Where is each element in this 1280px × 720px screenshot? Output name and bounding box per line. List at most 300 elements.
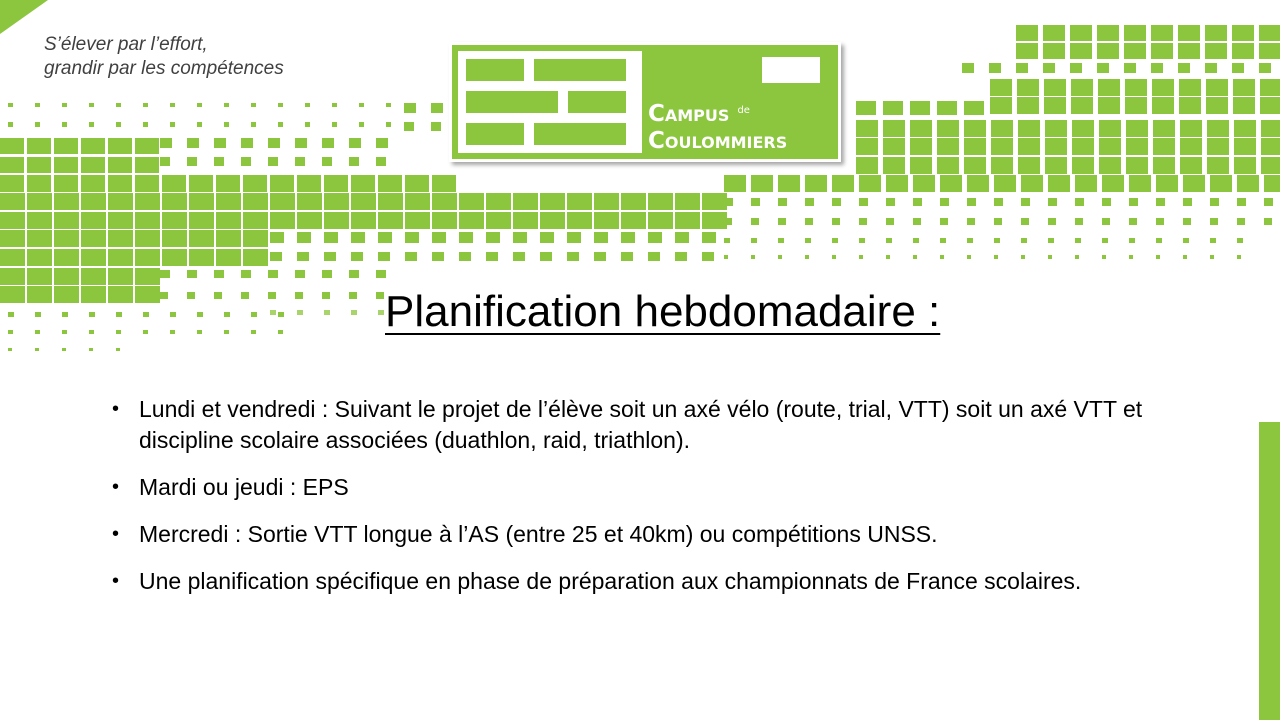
mosaic-tile bbox=[859, 218, 867, 225]
mosaic-tile bbox=[224, 330, 229, 334]
mosaic-tile bbox=[143, 103, 148, 107]
mosaic-tile bbox=[1156, 255, 1160, 259]
mosaic-tile bbox=[1045, 120, 1067, 137]
mosaic-tile bbox=[89, 312, 95, 317]
mosaic-tile bbox=[989, 63, 1001, 73]
mosaic-tile bbox=[886, 238, 892, 243]
mosaic-tile bbox=[376, 138, 388, 148]
mosaic-tile bbox=[1178, 43, 1200, 59]
mosaic-tile bbox=[1102, 238, 1108, 243]
mosaic-tile bbox=[1179, 97, 1201, 114]
mosaic-tile bbox=[1099, 157, 1121, 174]
mosaic-tile bbox=[170, 312, 176, 317]
mosaic-tile bbox=[459, 252, 471, 261]
mosaic-tile bbox=[431, 122, 441, 131]
mosaic-tile bbox=[1125, 97, 1147, 114]
mosaic-tile bbox=[135, 268, 160, 285]
mosaic-tile bbox=[990, 79, 1012, 96]
mosaic-tile bbox=[991, 120, 1013, 137]
mosaic-tile bbox=[116, 103, 121, 107]
mosaic-tile bbox=[805, 175, 827, 192]
mosaic-tile bbox=[324, 252, 336, 261]
mosaic-tile bbox=[1097, 63, 1109, 73]
mosaic-tile bbox=[1234, 138, 1256, 155]
mosaic-tile bbox=[675, 212, 700, 229]
mosaic-tile bbox=[135, 157, 159, 173]
mosaic-tile bbox=[886, 255, 890, 259]
slide-title: Planification hebdomadaire : bbox=[385, 287, 941, 336]
mosaic-tile bbox=[859, 255, 863, 259]
mosaic-tile bbox=[135, 175, 159, 192]
mosaic-tile bbox=[189, 249, 214, 266]
mosaic-tile bbox=[270, 232, 284, 243]
mosaic-tile bbox=[268, 270, 278, 278]
mosaic-tile bbox=[832, 198, 841, 206]
mosaic-tile bbox=[1129, 255, 1133, 259]
mosaic-tile bbox=[886, 175, 908, 192]
mosaic-tile bbox=[1102, 175, 1124, 192]
mosaic-tile bbox=[832, 255, 836, 259]
bullet-item-tuesday-thursday: • Mardi ou jeudi : EPS bbox=[112, 472, 1202, 503]
mosaic-tile bbox=[991, 138, 1013, 155]
mosaic-tile bbox=[486, 212, 511, 229]
mosaic-tile bbox=[832, 218, 840, 225]
mosaic-tile bbox=[621, 232, 635, 243]
mosaic-tile bbox=[1072, 138, 1094, 155]
mosaic-tile bbox=[1075, 198, 1084, 206]
mosaic-tile bbox=[1075, 238, 1081, 243]
mosaic-tile bbox=[295, 270, 305, 278]
mosaic-tile bbox=[937, 157, 959, 174]
mosaic-tile bbox=[1237, 255, 1241, 259]
mosaic-tile bbox=[351, 252, 363, 261]
mosaic-tile bbox=[241, 292, 249, 299]
mosaic-tile bbox=[1207, 138, 1229, 155]
mosaic-tile bbox=[1232, 43, 1254, 59]
mosaic-tile bbox=[1261, 120, 1280, 137]
mosaic-tile bbox=[513, 252, 525, 261]
mosaic-tile bbox=[1018, 138, 1040, 155]
mosaic-tile bbox=[1043, 25, 1065, 41]
mosaic-tile bbox=[1178, 25, 1200, 41]
mosaic-tile bbox=[189, 175, 213, 192]
mosaic-tile bbox=[270, 193, 295, 210]
mosaic-tile bbox=[351, 232, 365, 243]
mosaic-tile bbox=[1264, 198, 1273, 206]
mosaic-tile bbox=[35, 348, 39, 351]
mosaic-tile bbox=[513, 232, 527, 243]
mosaic-tile bbox=[349, 270, 359, 278]
mosaic-tile bbox=[27, 157, 51, 173]
mosaic-tile bbox=[910, 157, 932, 174]
mosaic-tile bbox=[62, 348, 66, 351]
mosaic-tile bbox=[1018, 157, 1040, 174]
mosaic-tile bbox=[1072, 120, 1094, 137]
mosaic-tile bbox=[0, 268, 25, 285]
mosaic-tile bbox=[1129, 238, 1135, 243]
mosaic-tile bbox=[27, 230, 52, 247]
mosaic-tile bbox=[1126, 157, 1148, 174]
mosaic-tile bbox=[160, 270, 170, 278]
mosaic-tile bbox=[187, 270, 197, 278]
mosaic-tile bbox=[913, 238, 919, 243]
mosaic-tile bbox=[81, 249, 106, 266]
mosaic-tile bbox=[1048, 255, 1052, 259]
mosaic-tile bbox=[8, 122, 13, 127]
mosaic-tile bbox=[278, 330, 283, 334]
mosaic-tile bbox=[1102, 198, 1111, 206]
mosaic-tile bbox=[967, 218, 975, 225]
mosaic-tile bbox=[432, 252, 444, 261]
mosaic-tile bbox=[1260, 97, 1280, 114]
mosaic-tile bbox=[35, 122, 40, 127]
mosaic-tile bbox=[0, 175, 24, 192]
mosaic-tile bbox=[994, 218, 1002, 225]
mosaic-tile bbox=[54, 230, 79, 247]
mosaic-tile bbox=[216, 193, 241, 210]
mosaic-tile bbox=[404, 122, 414, 131]
mosaic-tile bbox=[1017, 79, 1039, 96]
mosaic-tile bbox=[459, 232, 473, 243]
mosaic-tile bbox=[116, 330, 121, 334]
mosaic-tile bbox=[376, 270, 386, 278]
mosaic-tile bbox=[81, 286, 106, 303]
mosaic-tile bbox=[322, 292, 330, 299]
mosaic-tile bbox=[1237, 218, 1245, 225]
mosaic-tile bbox=[1178, 63, 1190, 73]
mosaic-tile bbox=[1070, 63, 1082, 73]
mosaic-tile bbox=[1183, 255, 1187, 259]
mosaic-tile bbox=[54, 175, 78, 192]
mosaic-tile bbox=[1264, 175, 1280, 192]
mosaic-tile bbox=[1153, 138, 1175, 155]
mosaic-tile bbox=[486, 252, 498, 261]
mosaic-tile bbox=[994, 238, 1000, 243]
mosaic-tile bbox=[567, 212, 592, 229]
mosaic-tile bbox=[432, 175, 456, 192]
mosaic-tile bbox=[0, 193, 25, 210]
mosaic-tile bbox=[404, 103, 416, 113]
mosaic-tile bbox=[1021, 198, 1030, 206]
mosaic-tile bbox=[1129, 198, 1138, 206]
mosaic-tile bbox=[648, 252, 660, 261]
logo-name bbox=[648, 97, 787, 155]
mosaic-tile bbox=[1233, 79, 1255, 96]
mosaic-tile bbox=[486, 232, 500, 243]
mosaic-tile bbox=[964, 120, 986, 137]
mosaic-tile bbox=[162, 212, 187, 229]
mosaic-tile bbox=[675, 193, 700, 210]
mosaic-tile bbox=[162, 193, 187, 210]
mosaic-tile bbox=[964, 101, 984, 115]
mosaic-tile bbox=[1183, 198, 1192, 206]
mosaic-tile bbox=[1048, 175, 1070, 192]
mosaic-tile bbox=[594, 232, 608, 243]
mosaic-tile bbox=[1151, 63, 1163, 73]
mosaic-tile bbox=[648, 212, 673, 229]
mosaic-tile bbox=[540, 193, 565, 210]
mosaic-tile bbox=[27, 138, 51, 154]
mosaic-tile bbox=[268, 157, 278, 166]
mosaic-tile bbox=[359, 103, 364, 107]
mosaic-tile bbox=[1259, 43, 1280, 59]
mosaic-tile bbox=[376, 157, 386, 166]
mosaic-tile bbox=[883, 157, 905, 174]
mosaic-tile bbox=[1259, 25, 1280, 41]
mosaic-tile bbox=[349, 138, 361, 148]
mosaic-tile bbox=[751, 175, 773, 192]
mosaic-tile bbox=[1237, 198, 1246, 206]
mosaic-tile bbox=[0, 212, 25, 229]
mosaic-tile bbox=[991, 157, 1013, 174]
mosaic-tile bbox=[162, 249, 187, 266]
mosaic-tile bbox=[143, 122, 148, 127]
mosaic-tile bbox=[1152, 79, 1174, 96]
mosaic-tile bbox=[324, 193, 349, 210]
mosaic-tile bbox=[1183, 238, 1189, 243]
mosaic-tile bbox=[1070, 43, 1092, 59]
mosaic-tile bbox=[1183, 218, 1191, 225]
mosaic-tile bbox=[81, 175, 105, 192]
mosaic-tile bbox=[964, 138, 986, 155]
mosaic-tile bbox=[351, 212, 376, 229]
mosaic-tile bbox=[883, 138, 905, 155]
mosaic-tile bbox=[702, 193, 727, 210]
mosaic-tile bbox=[1043, 63, 1055, 73]
mosaic-tile bbox=[1043, 43, 1065, 59]
mosaic-tile bbox=[1183, 175, 1205, 192]
mosaic-tile bbox=[702, 212, 727, 229]
mosaic-tile bbox=[913, 198, 922, 206]
right-accent-bar bbox=[1259, 422, 1280, 720]
mosaic-tile bbox=[1260, 79, 1280, 96]
mosaic-tile bbox=[143, 312, 149, 317]
mosaic-tile bbox=[170, 122, 175, 127]
mosaic-tile bbox=[883, 120, 905, 137]
mosaic-tile bbox=[54, 157, 78, 173]
mosaic-tile bbox=[967, 175, 989, 192]
mosaic-tile bbox=[216, 230, 241, 247]
mosaic-tile bbox=[1075, 175, 1097, 192]
mosaic-tile bbox=[1124, 43, 1146, 59]
mosaic-tile bbox=[778, 218, 786, 225]
mosaic-tile bbox=[54, 249, 79, 266]
mosaic-tile bbox=[910, 138, 932, 155]
mosaic-tile bbox=[432, 232, 446, 243]
mosaic-tile bbox=[883, 101, 903, 115]
mosaic-tile bbox=[216, 249, 241, 266]
mosaic-tile bbox=[297, 252, 309, 261]
mosaic-tile bbox=[27, 249, 52, 266]
mosaic-tile bbox=[89, 348, 93, 351]
mosaic-tile bbox=[0, 249, 25, 266]
mosaic-tile bbox=[856, 101, 876, 115]
mosaic-tile bbox=[278, 103, 283, 107]
mosaic-tile bbox=[621, 212, 646, 229]
mosaic-tile bbox=[324, 175, 348, 192]
mosaic-tile bbox=[1129, 175, 1151, 192]
mosaic-tile bbox=[54, 212, 79, 229]
mosaic-tile bbox=[54, 193, 79, 210]
mosaic-tile bbox=[54, 286, 79, 303]
mosaic-tile bbox=[648, 232, 662, 243]
mosaic-tile bbox=[81, 138, 105, 154]
mosaic-tile bbox=[405, 232, 419, 243]
mosaic-tile bbox=[8, 312, 14, 317]
mosaic-tile bbox=[35, 330, 40, 334]
mosaic-tile bbox=[378, 212, 403, 229]
mosaic-tile bbox=[27, 212, 52, 229]
mosaic-tile bbox=[349, 157, 359, 166]
mosaic-tile bbox=[324, 232, 338, 243]
mosaic-tile bbox=[170, 330, 175, 334]
mosaic-tile bbox=[27, 175, 51, 192]
mosaic-tile bbox=[994, 175, 1016, 192]
mosaic-tile bbox=[913, 255, 917, 259]
mosaic-tile bbox=[1129, 218, 1137, 225]
mosaic-tile bbox=[0, 230, 25, 247]
mosaic-tile bbox=[1045, 138, 1067, 155]
mosaic-tile bbox=[324, 310, 330, 315]
mosaic-tile bbox=[378, 232, 392, 243]
mosaic-tile bbox=[1017, 97, 1039, 114]
mosaic-tile bbox=[805, 255, 809, 259]
mosaic-tile bbox=[322, 270, 332, 278]
logo-word-coulommiers: Coulommiers bbox=[648, 128, 788, 154]
mosaic-tile bbox=[332, 103, 337, 107]
mosaic-tile bbox=[251, 330, 256, 334]
mosaic-tile bbox=[724, 218, 732, 225]
mosaic-tile bbox=[160, 292, 168, 299]
mosaic-tile bbox=[594, 212, 619, 229]
mosaic-tile bbox=[1180, 120, 1202, 137]
mosaic-tile bbox=[62, 122, 67, 127]
mosaic-tile bbox=[170, 103, 175, 107]
mosaic-tile bbox=[724, 198, 733, 206]
mosaic-tile bbox=[297, 310, 303, 315]
mosaic-tile bbox=[378, 252, 390, 261]
school-tagline bbox=[44, 33, 284, 81]
mosaic-tile bbox=[62, 330, 67, 334]
mosaic-tile bbox=[214, 270, 224, 278]
mosaic-tile bbox=[805, 218, 813, 225]
mosaic-tile bbox=[243, 249, 268, 266]
mosaic-tile bbox=[1237, 238, 1243, 243]
mosaic-tile bbox=[432, 193, 457, 210]
mosaic-tile bbox=[0, 286, 25, 303]
mosaic-tile bbox=[1180, 138, 1202, 155]
mosaic-tile bbox=[143, 330, 148, 334]
mosaic-tile bbox=[1016, 43, 1038, 59]
mosaic-tile bbox=[432, 212, 457, 229]
mosaic-tile bbox=[1206, 97, 1228, 114]
mosaic-tile bbox=[1206, 79, 1228, 96]
mosaic-tile bbox=[1048, 238, 1054, 243]
mosaic-tile bbox=[305, 122, 310, 127]
mosaic-tile bbox=[724, 175, 746, 192]
mosaic-tile bbox=[540, 252, 552, 261]
mosaic-tile bbox=[297, 232, 311, 243]
mosaic-tile bbox=[1261, 157, 1280, 174]
mosaic-tile bbox=[160, 157, 170, 166]
mosaic-tile bbox=[0, 157, 24, 173]
mosaic-tile bbox=[1151, 43, 1173, 59]
mosaic-tile bbox=[359, 122, 364, 127]
mosaic-tile bbox=[1016, 63, 1028, 73]
mosaic-tile bbox=[967, 198, 976, 206]
mosaic-tile bbox=[116, 348, 120, 351]
mosaic-tile bbox=[1099, 120, 1121, 137]
mosaic-tile bbox=[243, 230, 268, 247]
mosaic-tile bbox=[1156, 238, 1162, 243]
mosaic-tile bbox=[81, 268, 106, 285]
mosaic-tile bbox=[594, 193, 619, 210]
mosaic-tile bbox=[513, 193, 538, 210]
mosaic-tile bbox=[268, 138, 280, 148]
mosaic-tile bbox=[241, 138, 253, 148]
mosaic-tile bbox=[990, 97, 1012, 114]
mosaic-tile bbox=[270, 252, 282, 261]
mosaic-tile bbox=[108, 138, 132, 154]
mosaic-tile bbox=[1044, 79, 1066, 96]
mosaic-tile bbox=[251, 122, 256, 127]
mosaic-tile bbox=[160, 138, 172, 148]
mosaic-tile bbox=[135, 193, 160, 210]
mosaic-tile bbox=[197, 312, 203, 317]
mosaic-tile bbox=[1124, 25, 1146, 41]
mosaic-tile bbox=[108, 193, 133, 210]
mosaic-tile bbox=[910, 120, 932, 137]
mosaic-tile bbox=[913, 218, 921, 225]
mosaic-tile bbox=[386, 103, 391, 107]
mosaic-tile bbox=[351, 193, 376, 210]
mosaic-tile bbox=[1237, 175, 1259, 192]
mosaic-tile bbox=[270, 310, 276, 315]
mosaic-tile bbox=[702, 252, 714, 261]
mosaic-tile bbox=[1232, 25, 1254, 41]
mosaic-tile bbox=[648, 193, 673, 210]
mosaic-tile bbox=[1264, 218, 1272, 225]
mosaic-tile bbox=[35, 312, 41, 317]
mosaic-tile bbox=[216, 175, 240, 192]
mosaic-tile bbox=[886, 218, 894, 225]
mosaic-tile bbox=[940, 175, 962, 192]
mosaic-tile bbox=[778, 175, 800, 192]
mosaic-tile bbox=[1102, 255, 1106, 259]
mosaic-tile bbox=[108, 175, 132, 192]
mosaic-tile bbox=[1210, 255, 1214, 259]
mosaic-tile bbox=[940, 198, 949, 206]
mosaic-tile bbox=[778, 238, 784, 243]
mosaic-tile bbox=[1259, 63, 1271, 73]
mosaic-tile bbox=[567, 193, 592, 210]
mosaic-tile bbox=[187, 292, 195, 299]
mosaic-tile bbox=[405, 212, 430, 229]
mosaic-tile bbox=[243, 212, 268, 229]
mosaic-tile bbox=[778, 255, 782, 259]
mosaic-tile bbox=[1071, 79, 1093, 96]
mosaic-tile bbox=[81, 157, 105, 173]
mosaic-tile bbox=[81, 212, 106, 229]
mosaic-tile bbox=[116, 122, 121, 127]
mosaic-tile bbox=[268, 292, 276, 299]
mosaic-tile bbox=[189, 230, 214, 247]
mosaic-tile bbox=[89, 103, 94, 107]
mosaic-tile bbox=[62, 312, 68, 317]
mosaic-tile bbox=[378, 175, 402, 192]
mosaic-tile bbox=[459, 193, 484, 210]
mosaic-tile bbox=[116, 312, 122, 317]
